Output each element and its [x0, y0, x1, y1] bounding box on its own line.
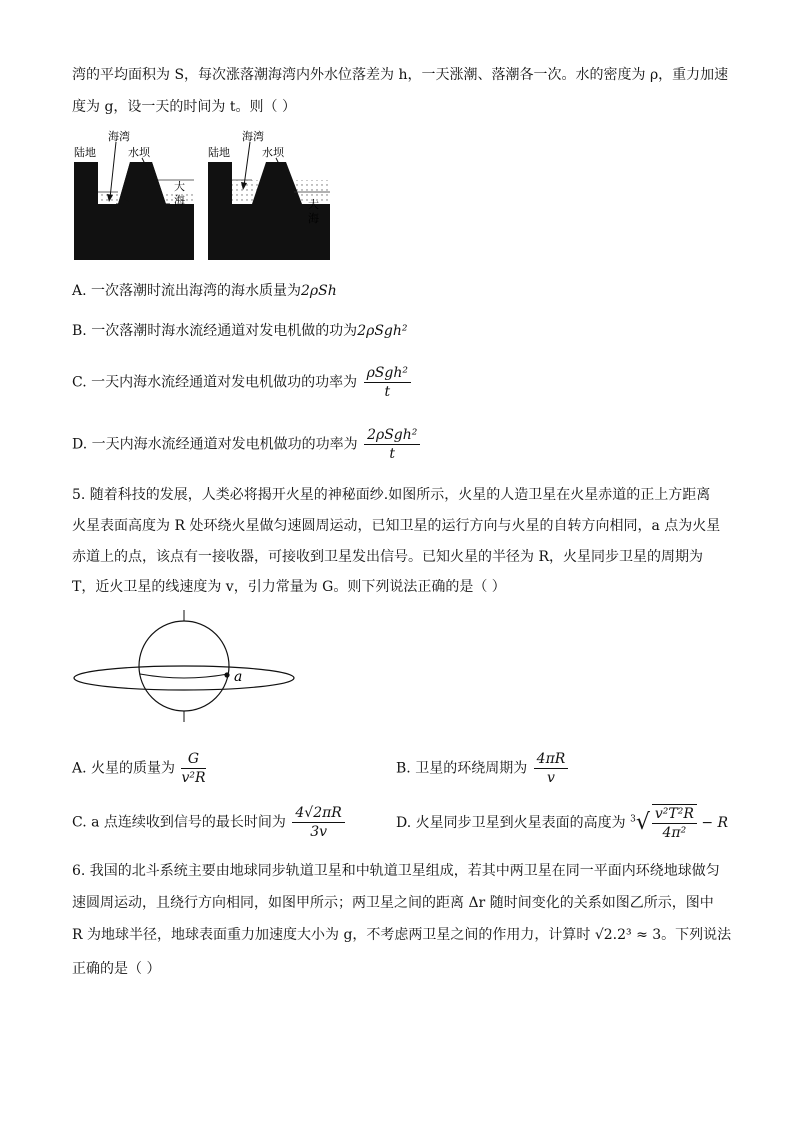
q4-option-c: C. 一天内海水流经通道对发电机做功的功率为 $\frac{\text{ρSgh²}}{t}$ [72, 364, 411, 401]
q6-stem-line4: 正确的是（ ） [72, 961, 161, 977]
q6-stem-line3: R 为地球半径，地球表面重力加速度大小为 g，不考虑两卫星之间的作用力，计算时 √2.2³ ≈ 3。下列说法 [72, 927, 732, 943]
q5-stem-line4: T，近火卫星的线速度为 v，引力常量为 G。则下列说法正确的是（ ） [72, 579, 506, 595]
q5-option-b: B. 卫星的环绕周期为 $\frac{4\pi R}{v}$ [396, 750, 568, 787]
figure-panel-right [208, 129, 330, 260]
q4-stem-line2: 度为 g，设一天的时间为 t。则（ ） [72, 99, 296, 115]
q5-stem-line2: 火星表面高度为 R 处环绕火星做匀速圆周运动，已知卫星的运行方向与火星的自转方向相同，a 点为火星 [72, 518, 721, 534]
point-a [224, 672, 229, 677]
point-a-label: a [234, 669, 243, 685]
label-sea2-right: 海 [308, 212, 319, 225]
q6-stem-line2: 速圆周运动，且绕行方向相同，如图甲所示；两卫星之间的距离 Δr 随时间变化的关系如图乙所示，图中 [72, 895, 714, 911]
label-sea2-left: 海 [174, 194, 185, 207]
label-sea1-left: 大 [174, 180, 185, 193]
label-land-right: 陆地 [208, 146, 230, 159]
tidal-dam-figure [70, 128, 332, 262]
label-bay-right: 海湾 [242, 130, 264, 143]
label-land-left: 陆地 [74, 146, 96, 159]
q4-option-a: A. 一次落潮时流出海湾的海水质量为2ρSh [72, 283, 337, 299]
label-bay-left: 海湾 [108, 130, 130, 143]
label-sea1-right: 大 [308, 198, 319, 211]
q4-option-b: B. 一次落潮时海水流经通道对发电机做的功为2ρSgh² [72, 323, 408, 339]
mars-orbit-figure [70, 608, 300, 724]
q4-option-d: D. 一天内海水流经通道对发电机做功的功率为 $\frac{\text{2ρSgh²}}{t}$ [72, 426, 420, 463]
q6-stem-line1: 6. 我国的北斗系统主要由地球同步轨道卫星和中轨道卫星组成，若其中两卫星在同一平面内环绕地球做匀 [72, 863, 720, 879]
label-dam-right: 水坝 [262, 146, 284, 159]
q5-option-c: C. a 点连续收到信号的最长时间为 $\frac{4√2\pi R}{3v}$ [72, 804, 345, 841]
q5-option-a: A. 火星的质量为 $\frac{G}{\text{v²R}}$ [72, 751, 206, 786]
q5-stem-line3: 赤道上的点，该点有一接收器，可接收到卫星发出信号。已知火星的半径为 R，火星同步卫星的周期为 [72, 549, 703, 565]
figure-panel-left [74, 129, 194, 260]
label-dam-left: 水坝 [128, 146, 150, 159]
q5-option-d: D. 火星同步卫星到火星表面的高度为 $^3$√ $\frac{\text{v²T²R}}{\text{4π²}}$ − R [396, 806, 729, 841]
q4-stem-line1: 湾的平均面积为 S，每次涨落潮海湾内外水位落差为 h，一天涨潮、落潮各一次。水的密度为 ρ，重力加速 [72, 67, 729, 83]
q5-stem-line1: 5. 随着科技的发展，人类必将揭开火星的神秘面纱.如图所示，火星的人造卫星在火星赤道的正上方距离 [72, 487, 711, 503]
